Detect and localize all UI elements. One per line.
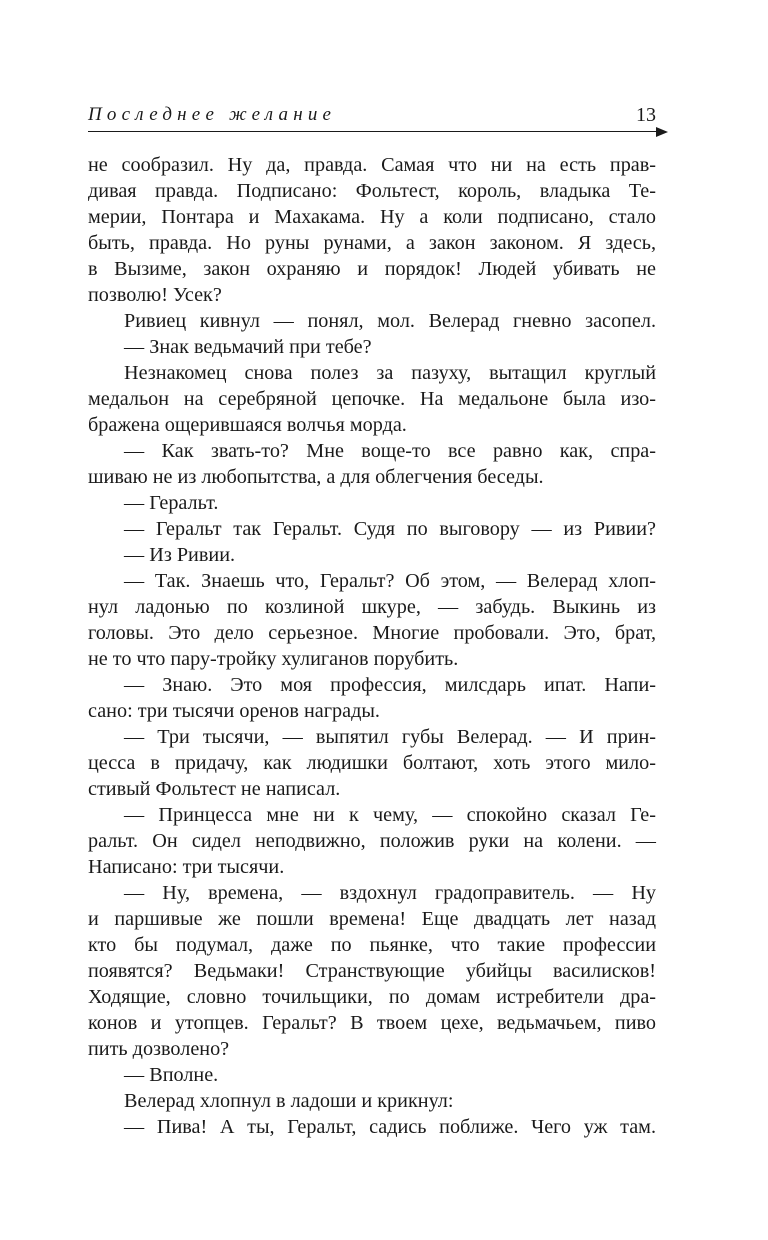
text-line: бражена ощерившаяся волчья морда. xyxy=(88,414,407,436)
text-line: дивая правда. Подписано: Фольтест, король, владыка Те- xyxy=(88,180,656,202)
text-line: — Геральт. xyxy=(124,492,219,514)
text-line: появятся? Ведьмаки! Странствующие убийцы василисков! xyxy=(88,960,656,982)
text-line: Написано: три тысячи. xyxy=(88,856,285,878)
text-line: конов и утопцев. Геральт? В твоем цехе, ведьмачьем, пиво xyxy=(88,1012,656,1034)
header-rule xyxy=(88,131,658,132)
running-header xyxy=(88,104,658,132)
header-rule-arrow-icon xyxy=(656,127,668,137)
text-line: Ходящие, словно точильщики, по домам истребители дра- xyxy=(88,986,656,1008)
text-line: — Вполне. xyxy=(124,1064,219,1086)
text-line: — Три тысячи, — выпятил губы Велерад. — И прин- xyxy=(124,726,656,748)
text-line: кто бы подумал, даже по пьянке, что такие профессии xyxy=(88,934,656,956)
text-line: — Пива! А ты, Геральт, садись поближе. Чего уж там. xyxy=(124,1116,656,1138)
text-line: быть, правда. Но руны рунами, а закон законом. Я здесь, xyxy=(88,232,656,254)
text-line: — Знаю. Это моя профессия, милсдарь ипат. Напи- xyxy=(124,674,656,696)
text-line: нул ладонью по козлиной шкуре, — забудь. Выкинь из xyxy=(88,596,656,618)
text-line: Ривиец кивнул — понял, мол. Велерад гневно засопел. xyxy=(124,310,656,332)
text-line: Незнакомец снова полез за пазуху, вытащил круглый xyxy=(124,362,656,384)
text-line: — Из Ривии. xyxy=(124,544,236,566)
text-line: ральт. Он сидел неподвижно, положив руки на колени. — xyxy=(88,830,656,852)
text-line: не то что пару-тройку хулиганов порубить. xyxy=(88,648,459,670)
text-line: Велерад хлопнул в ладоши и крикнул: xyxy=(124,1090,454,1112)
text-line: позволю! Усек? xyxy=(88,284,222,306)
text-line: медальон на серебряной цепочке. На медальоне была изо- xyxy=(88,388,656,410)
text-line: мерии, Понтара и Махакама. Ну а коли подписано, стало xyxy=(88,206,656,228)
text-line: сано: три тысячи оренов награды. xyxy=(88,700,380,722)
text-line: не сообразил. Ну да, правда. Самая что ни на есть прав- xyxy=(88,154,656,176)
text-line: головы. Это дело серьезное. Многие пробовали. Это, брат, xyxy=(88,622,656,644)
text-line: — Ну, времена, — вздохнул градоправитель. — Ну xyxy=(124,882,656,904)
page-number: 13 xyxy=(636,104,656,126)
text-line: — Геральт так Геральт. Судя по выговору — из Ривии? xyxy=(124,518,656,540)
text-line: цесса в придачу, как людишки болтают, хоть этого мило- xyxy=(88,752,656,774)
text-line: — Принцесса мне ни к чему, — спокойно сказал Ге- xyxy=(124,804,656,826)
text-line: — Так. Знаешь что, Геральт? Об этом, — Велерад хлоп- xyxy=(124,570,656,592)
text-line: стивый Фольтест не написал. xyxy=(88,778,341,800)
text-line: пить дозволено? xyxy=(88,1038,230,1060)
text-line: — Знак ведьмачий при тебе? xyxy=(124,336,372,358)
text-line: в Вызиме, закон охраняю и порядок! Людей убивать не xyxy=(88,258,656,280)
text-line: и паршивые же пошли времена! Еще двадцать лет назад xyxy=(88,908,656,930)
text-line: шиваю не из любопытства, а для облегчения беседы. xyxy=(88,466,544,488)
body-text xyxy=(88,152,656,1140)
running-title: Последнее желание xyxy=(88,104,337,125)
text-line: — Как звать-то? Мне воще-то все равно как, спра- xyxy=(124,440,656,462)
